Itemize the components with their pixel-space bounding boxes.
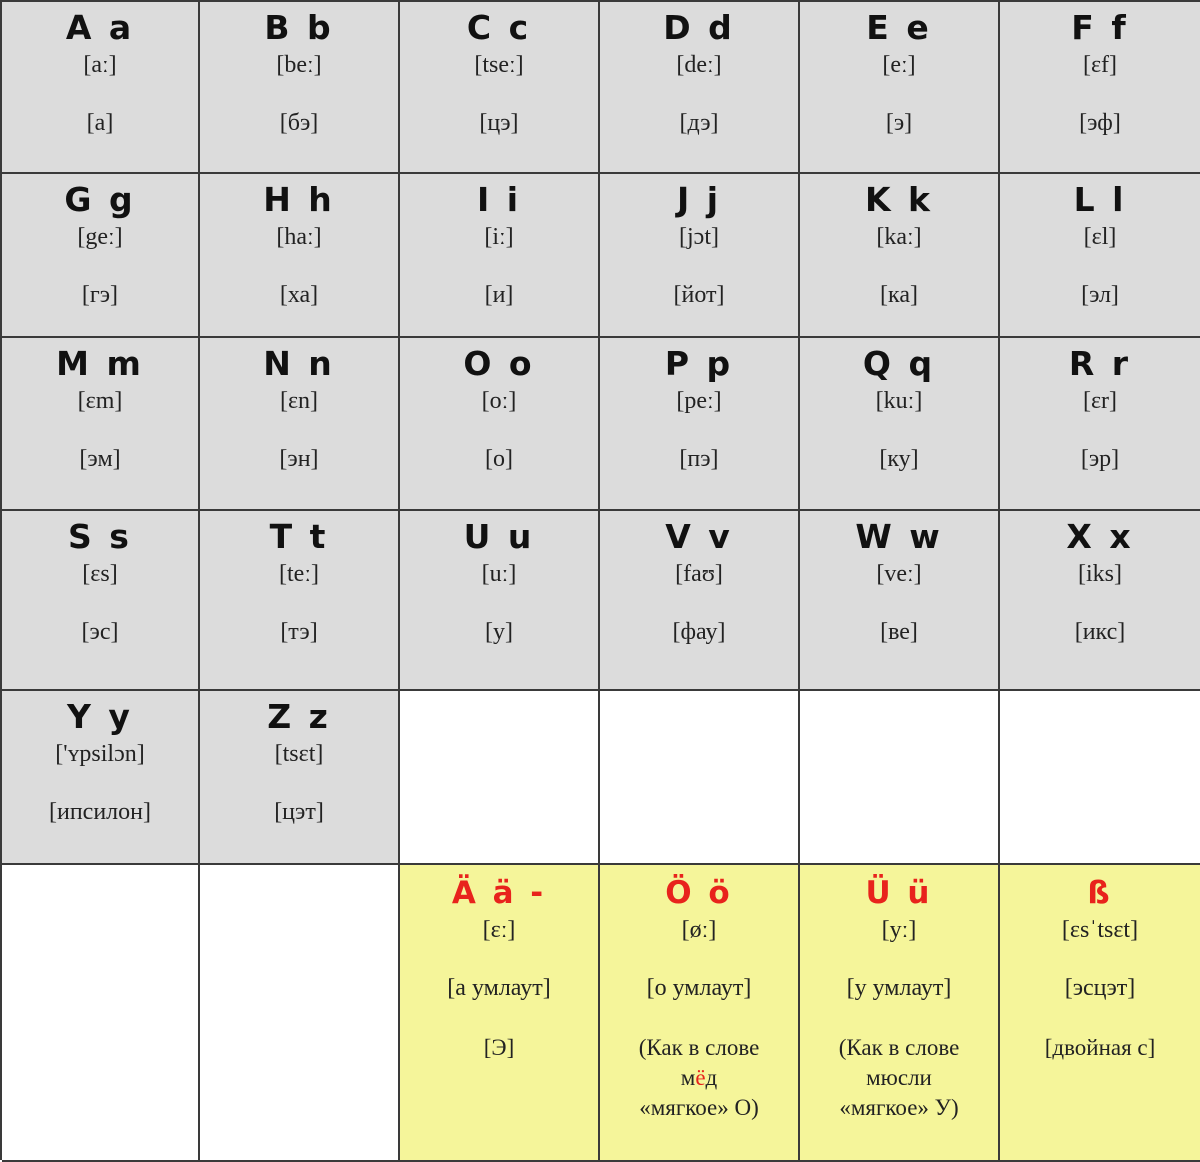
letter-glyph: Y y — [67, 697, 133, 736]
letter-cell-b — [200, 2, 400, 174]
ipa-transcription: [peː] — [676, 388, 722, 414]
ipa-transcription: [ɛr] — [1082, 388, 1118, 414]
umlaut-letter-glyph: Ä ä - — [451, 875, 547, 911]
ipa-transcription: [iks] — [1078, 561, 1122, 587]
ipa-transcription: [øː] — [681, 917, 717, 943]
letter-cell-g — [2, 174, 200, 338]
umlaut-cell-a — [400, 865, 600, 1162]
russian-transcription: [эн] — [279, 446, 319, 472]
ipa-transcription: [eː] — [882, 52, 916, 78]
russian-transcription: [у] — [485, 619, 513, 645]
letter-glyph: P p — [664, 344, 734, 383]
russian-transcription: [эл] — [1081, 282, 1119, 308]
letter-glyph: S s — [68, 517, 132, 556]
russian-transcription: [гэ] — [81, 282, 119, 308]
russian-transcription: [ве] — [880, 619, 918, 645]
ipa-transcription: [ɛn] — [279, 388, 319, 414]
russian-transcription: [дэ] — [679, 110, 719, 136]
letter-cell-q — [800, 338, 1000, 511]
russian-transcription: [эм] — [79, 446, 121, 472]
letter-cell-r — [1000, 338, 1200, 511]
letter-glyph: I i — [476, 180, 522, 219]
ipa-transcription: [ɛː] — [482, 917, 516, 943]
letter-cell-m — [2, 338, 200, 511]
ipa-transcription: [teː] — [279, 561, 319, 587]
example-word-part: д — [705, 1065, 718, 1090]
russian-transcription: [пэ] — [679, 446, 719, 472]
russian-transcription: [фау] — [672, 619, 726, 645]
ipa-transcription: [uː] — [481, 561, 517, 587]
letter-cell-w — [800, 511, 1000, 691]
letter-cell-o — [400, 338, 600, 511]
letter-glyph: R r — [1068, 344, 1132, 383]
letter-glyph: H h — [263, 180, 335, 219]
umlaut-letter-glyph: Ü ü — [865, 875, 933, 911]
russian-transcription: [ка] — [880, 282, 918, 308]
empty-cell — [800, 691, 1000, 865]
letter-cell-t — [200, 511, 400, 691]
letter-glyph: F f — [1071, 8, 1129, 47]
pronunciation-note — [600, 1033, 798, 1123]
empty-cell — [600, 691, 800, 865]
letter-cell-p — [600, 338, 800, 511]
ipa-transcription: [beː] — [276, 52, 322, 78]
letter-cell-j — [600, 174, 800, 338]
letter-cell-v — [600, 511, 800, 691]
ipa-transcription: [tsɛt] — [274, 741, 324, 767]
russian-name: [о умлаут] — [646, 975, 752, 1001]
ipa-transcription: ['ʏpsilɔn] — [55, 741, 145, 767]
empty-cell — [400, 691, 600, 865]
letter-glyph: B b — [264, 8, 334, 47]
empty-cell — [1000, 691, 1200, 865]
letter-cell-c — [400, 2, 600, 174]
russian-transcription: [эф] — [1079, 110, 1121, 136]
pronunciation-note: [Э] — [483, 1035, 515, 1060]
note-example-word: мюсли — [866, 1065, 932, 1090]
russian-transcription: [икс] — [1074, 619, 1126, 645]
umlaut-cell-u — [800, 865, 1000, 1162]
russian-transcription: [а] — [86, 110, 114, 136]
russian-transcription: [ипсилон] — [49, 799, 151, 825]
letter-glyph: X x — [1066, 517, 1134, 556]
russian-transcription: [цэт] — [274, 799, 324, 825]
letter-glyph: Z z — [267, 697, 331, 736]
note-line: «мягкое» У) — [839, 1095, 959, 1120]
ipa-transcription: [kaː] — [876, 224, 922, 250]
letter-glyph: E e — [866, 8, 932, 47]
note-line: (Как в слове — [638, 1035, 760, 1060]
ipa-transcription: [faʊ] — [675, 561, 723, 587]
pronunciation-note: [двойная с] — [1044, 1035, 1156, 1060]
pronunciation-note — [800, 1033, 998, 1123]
letter-glyph: L l — [1073, 180, 1127, 219]
letter-glyph: U u — [463, 517, 535, 556]
letter-glyph: C c — [466, 8, 532, 47]
ipa-transcription: [ɛf] — [1082, 52, 1118, 78]
note-line: (Как в слове — [838, 1035, 960, 1060]
russian-transcription: [ку] — [879, 446, 919, 472]
letter-cell-e — [800, 2, 1000, 174]
ipa-transcription: [aː] — [83, 52, 117, 78]
letter-cell-h — [200, 174, 400, 338]
letter-glyph: T t — [269, 517, 329, 556]
letter-glyph: V v — [665, 517, 733, 556]
letter-cell-u — [400, 511, 600, 691]
ipa-transcription: [ɛl] — [1083, 224, 1117, 250]
letter-glyph: G g — [64, 180, 136, 219]
russian-name: [у умлаут] — [846, 975, 952, 1001]
russian-transcription: [цэ] — [479, 110, 519, 136]
ipa-transcription: [yː] — [881, 917, 917, 943]
ipa-transcription: [jɔt] — [679, 224, 719, 250]
ipa-transcription: [deː] — [676, 52, 722, 78]
eszett-cell — [1000, 865, 1200, 1162]
letter-cell-s — [2, 511, 200, 691]
note-line: «мягкое» О) — [639, 1095, 759, 1120]
letter-glyph: W w — [855, 517, 943, 556]
ipa-transcription: [ɛm] — [77, 388, 123, 414]
ipa-transcription: [veː] — [876, 561, 922, 587]
russian-transcription: [йот] — [673, 282, 725, 308]
russian-transcription: [о] — [485, 446, 513, 472]
umlaut-letter-glyph: Ö ö — [665, 875, 733, 911]
letter-cell-f — [1000, 2, 1200, 174]
letter-cell-z — [200, 691, 400, 865]
letter-glyph: J j — [676, 180, 722, 219]
russian-transcription: [ха] — [279, 282, 319, 308]
russian-transcription: [э] — [885, 110, 913, 136]
russian-transcription: [эс] — [81, 619, 119, 645]
russian-name: [эсцэт] — [1064, 975, 1136, 1001]
ipa-transcription: [tseː] — [474, 52, 524, 78]
russian-name: [а умлаут] — [447, 975, 551, 1001]
ipa-transcription: [oː] — [481, 388, 517, 414]
letter-glyph: A a — [65, 8, 135, 47]
letter-cell-l — [1000, 174, 1200, 338]
empty-cell — [200, 865, 400, 1162]
note-example-word — [600, 1063, 798, 1093]
ipa-transcription: [iː] — [484, 224, 514, 250]
empty-cell — [2, 865, 200, 1162]
letter-cell-k — [800, 174, 1000, 338]
letter-cell-a — [2, 2, 200, 174]
ipa-transcription: [ɛsˈtsɛt] — [1061, 917, 1139, 943]
letter-cell-y — [2, 691, 200, 865]
letter-glyph: Q q — [862, 344, 936, 383]
umlaut-letter-glyph: ß — [1087, 875, 1113, 911]
letter-cell-i — [400, 174, 600, 338]
letter-glyph: K k — [864, 180, 933, 219]
ipa-transcription: [ɛs] — [82, 561, 118, 587]
letter-glyph: M m — [56, 344, 144, 383]
ipa-transcription: [haː] — [276, 224, 322, 250]
letter-glyph: O o — [463, 344, 535, 383]
ipa-transcription: [kuː] — [875, 388, 923, 414]
highlighted-vowel: ё — [695, 1065, 706, 1090]
letter-cell-n — [200, 338, 400, 511]
letter-cell-x — [1000, 511, 1200, 691]
russian-transcription: [и] — [484, 282, 514, 308]
example-word-part: м — [680, 1065, 696, 1090]
letter-cell-d — [600, 2, 800, 174]
umlaut-cell-o — [600, 865, 800, 1162]
russian-transcription: [тэ] — [280, 619, 318, 645]
letter-glyph: D d — [663, 8, 735, 47]
letter-glyph: N n — [263, 344, 335, 383]
russian-transcription: [эр] — [1080, 446, 1120, 472]
russian-transcription: [бэ] — [279, 110, 319, 136]
ipa-transcription: [geː] — [77, 224, 123, 250]
